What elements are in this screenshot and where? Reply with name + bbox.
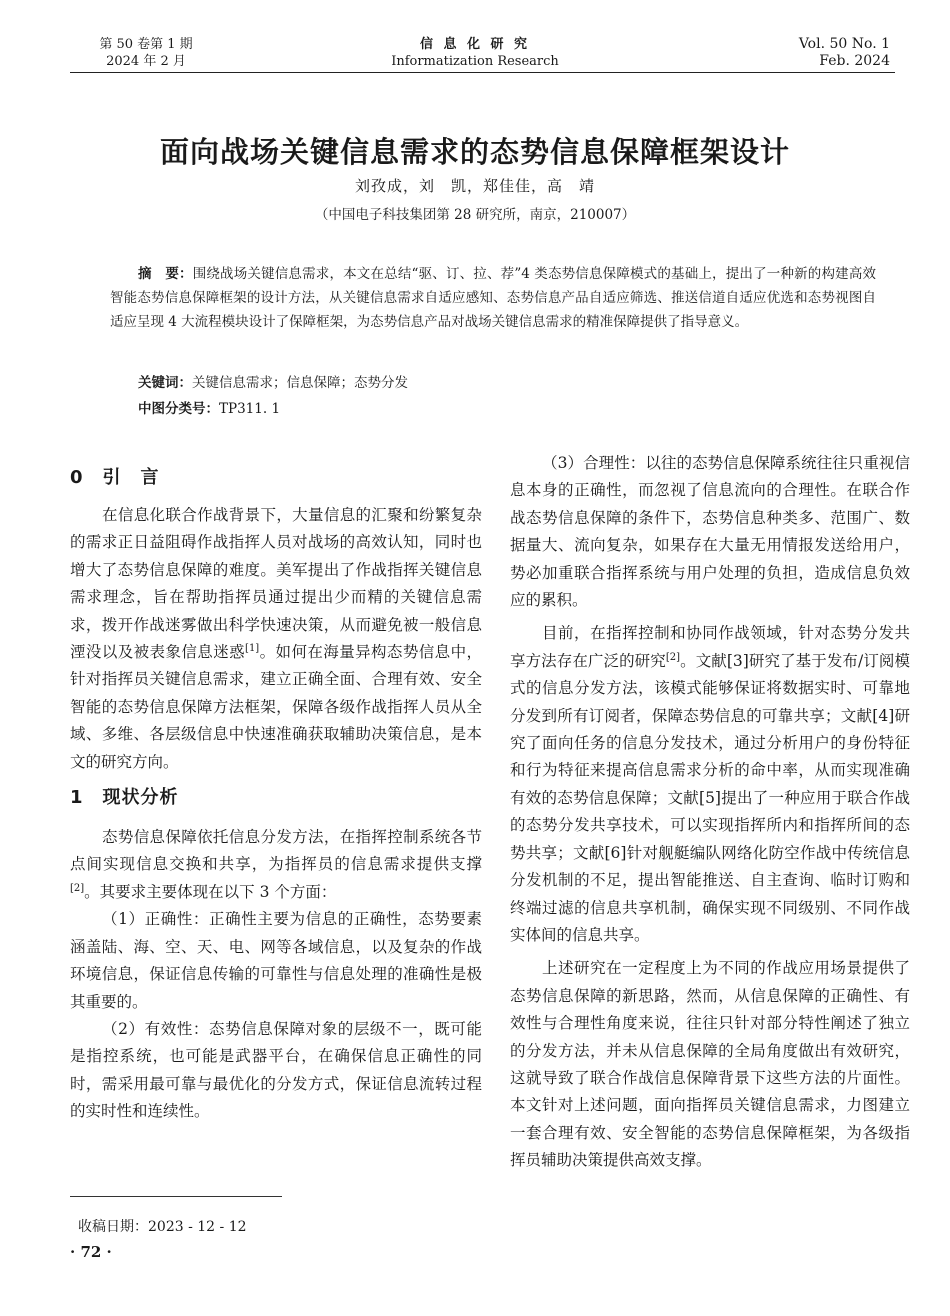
section-1-heading: 1 现状分析 [70, 787, 179, 809]
journal-name-en: Informatization Research [391, 54, 559, 69]
abstract-label: 摘 要： [138, 266, 193, 282]
journal-volume-en [770, 36, 890, 70]
affiliation: （中国电子科技集团第 28 研究所，南京，210007） [314, 207, 636, 223]
citation: [2] [70, 882, 85, 894]
keywords-text: 关键信息需求；信息保障；态势分发 [192, 375, 408, 391]
citation: [1] [245, 642, 260, 654]
authors: 刘孜成，刘 凯，郑佳佳，高 靖 [354, 177, 595, 195]
right-column [510, 450, 910, 1175]
header-rule [70, 72, 895, 73]
left-column [70, 458, 482, 1126]
abstract [110, 262, 876, 334]
clc-text: TP311. 1 [219, 401, 281, 417]
paragraph: 上述研究在一定程度上为不同的作战应用场景提供了态势信息保障的新思路，然而，从信息保障的正确性、有效性与合理性角度来说，往往只针对部分特性阐述了独立的分发方法，并未从信息保障的全局角度做出有效研究，这就导致了联合作战信息保障背景下这些方法的片面性。本文针对上述问题，面向指挥员关键信息需求，力图建立一套合理有效、安全智能的态势信息保障框架，为各级指挥员辅助决策提供高效支撑。 [510, 959, 910, 1170]
volume-issue: 第 50 卷第 1 期 [99, 37, 193, 52]
paragraph: 在信息化联合作战背景下，大量信息的汇聚和纷繁复杂的需求正日益阻碍作战指挥人员对战场的高效认知，同时也增大了态势信息保障的难度。美军提出了作战指挥关键信息需求理念，旨在帮助指挥员通过提出少而精的关键信息需求，拨开作战迷雾做出科学快速决策，从而避免被一般信息湮没以及被表象信息迷惑[1]。如何在海量异构态势信息中，针对指挥员关键信息需求，建立正确全面、合理有效、安全智能的态势信息保障方法框架，保障各级作战指挥人员从全域、多维、各层级信息中快速准确获取辅助决策信息，是本文的研究方向。 [70, 506, 482, 771]
clc-label: 中图分类号： [138, 401, 219, 417]
publication-date: 2024 年 2 月 [106, 54, 186, 69]
paragraph: 态势信息保障依托信息分发方法，在指挥控制系统各节点间实现信息交换和共享，为指挥员的信息需求提供支撑[2]。其要求主要体现在以下 3 个方面： [70, 828, 482, 901]
abstract-text: 围绕战场关键信息需求，本文在总结“驱、订、拉、荐”4 类态势信息保障模式的基础上，提出了一种新的构建高效智能态势信息保障框架的设计方法，从关键信息需求自适应感知、态势信息产品自适应筛选、推送信道自适应优选和态势视图自适应呈现 4 大流程模块设计了保障框架，为态势信息产品对战场关键信息需求的精准保障提供了指导意义。 [110, 266, 876, 330]
paragraph: 目前，在指挥控制和协同作战领域，针对态势分发共享方法存在广泛的研究[2]。文献[3]研究了基于发布/订阅模式的信息分发方法，该模式能够保证将数据实时、可靠地分发到所有订阅者，保障态势信息的可靠共享；文献[4]研究了面向任务的信息分发技术，通过分析用户的身份特征和行为特征来提高信息需求分析的命中率，从而实现准确有效的态势信息保障；文献[5]提出了一种应用于联合作战的态势分发共享技术，可以实现指挥所内和指挥所间的态势共享；文献[6]针对舰艇编队网络化防空作战中传统信息分发机制的不足，提出智能推送、自主查询、临时订购和终端过滤的信息共享机制，确保实现不同级别、不同作战实体间的信息共享。 [510, 624, 910, 944]
footnote-rule [70, 1196, 282, 1197]
keywords-label: 关键词： [138, 375, 192, 391]
paragraph: （2）有效性：态势信息保障对象的层级不一，既可能是指控系统，也可能是武器平台，在确保信息正确性的同时，需采用最可靠与最优化的分发方式，保证信息流转过程的实时性和连续性。 [70, 1019, 482, 1121]
paragraph: （3）合理性：以往的态势信息保障系统往往只重视信息本身的正确性，而忽视了信息流向的合理性。在联合作战态势信息保障的条件下，态势信息种类多、范围广、数据量大、流向复杂，如果存在大量无用情报发送给用户，势必加重联合指挥系统与用户处理的负担，造成信息负效应的累积。 [510, 454, 910, 610]
keywords-block [138, 370, 408, 422]
section-0-heading: 0 引 言 [70, 467, 160, 488]
publication-date-en: Feb. 2024 [819, 53, 890, 69]
journal-name-cn: 信 息 化 研 究 [419, 37, 531, 52]
citation: [2] [665, 651, 681, 663]
paragraph: （1）正确性：正确性主要为信息的正确性，态势要素涵盖陆、海、空、天、电、网等各域信息，以及复杂的作战环境信息，保证信息传输的可靠性与信息处理的准确性是极其重要的。 [70, 910, 482, 1011]
page-number: · 72 · [70, 1243, 112, 1261]
received-date: 收稿日期：2023 - 12 - 12 [78, 1219, 247, 1235]
paper-title: 面向战场关键信息需求的态势信息保障框架设计 [159, 135, 790, 169]
volume-issue-en: Vol. 50 No. 1 [798, 36, 890, 52]
